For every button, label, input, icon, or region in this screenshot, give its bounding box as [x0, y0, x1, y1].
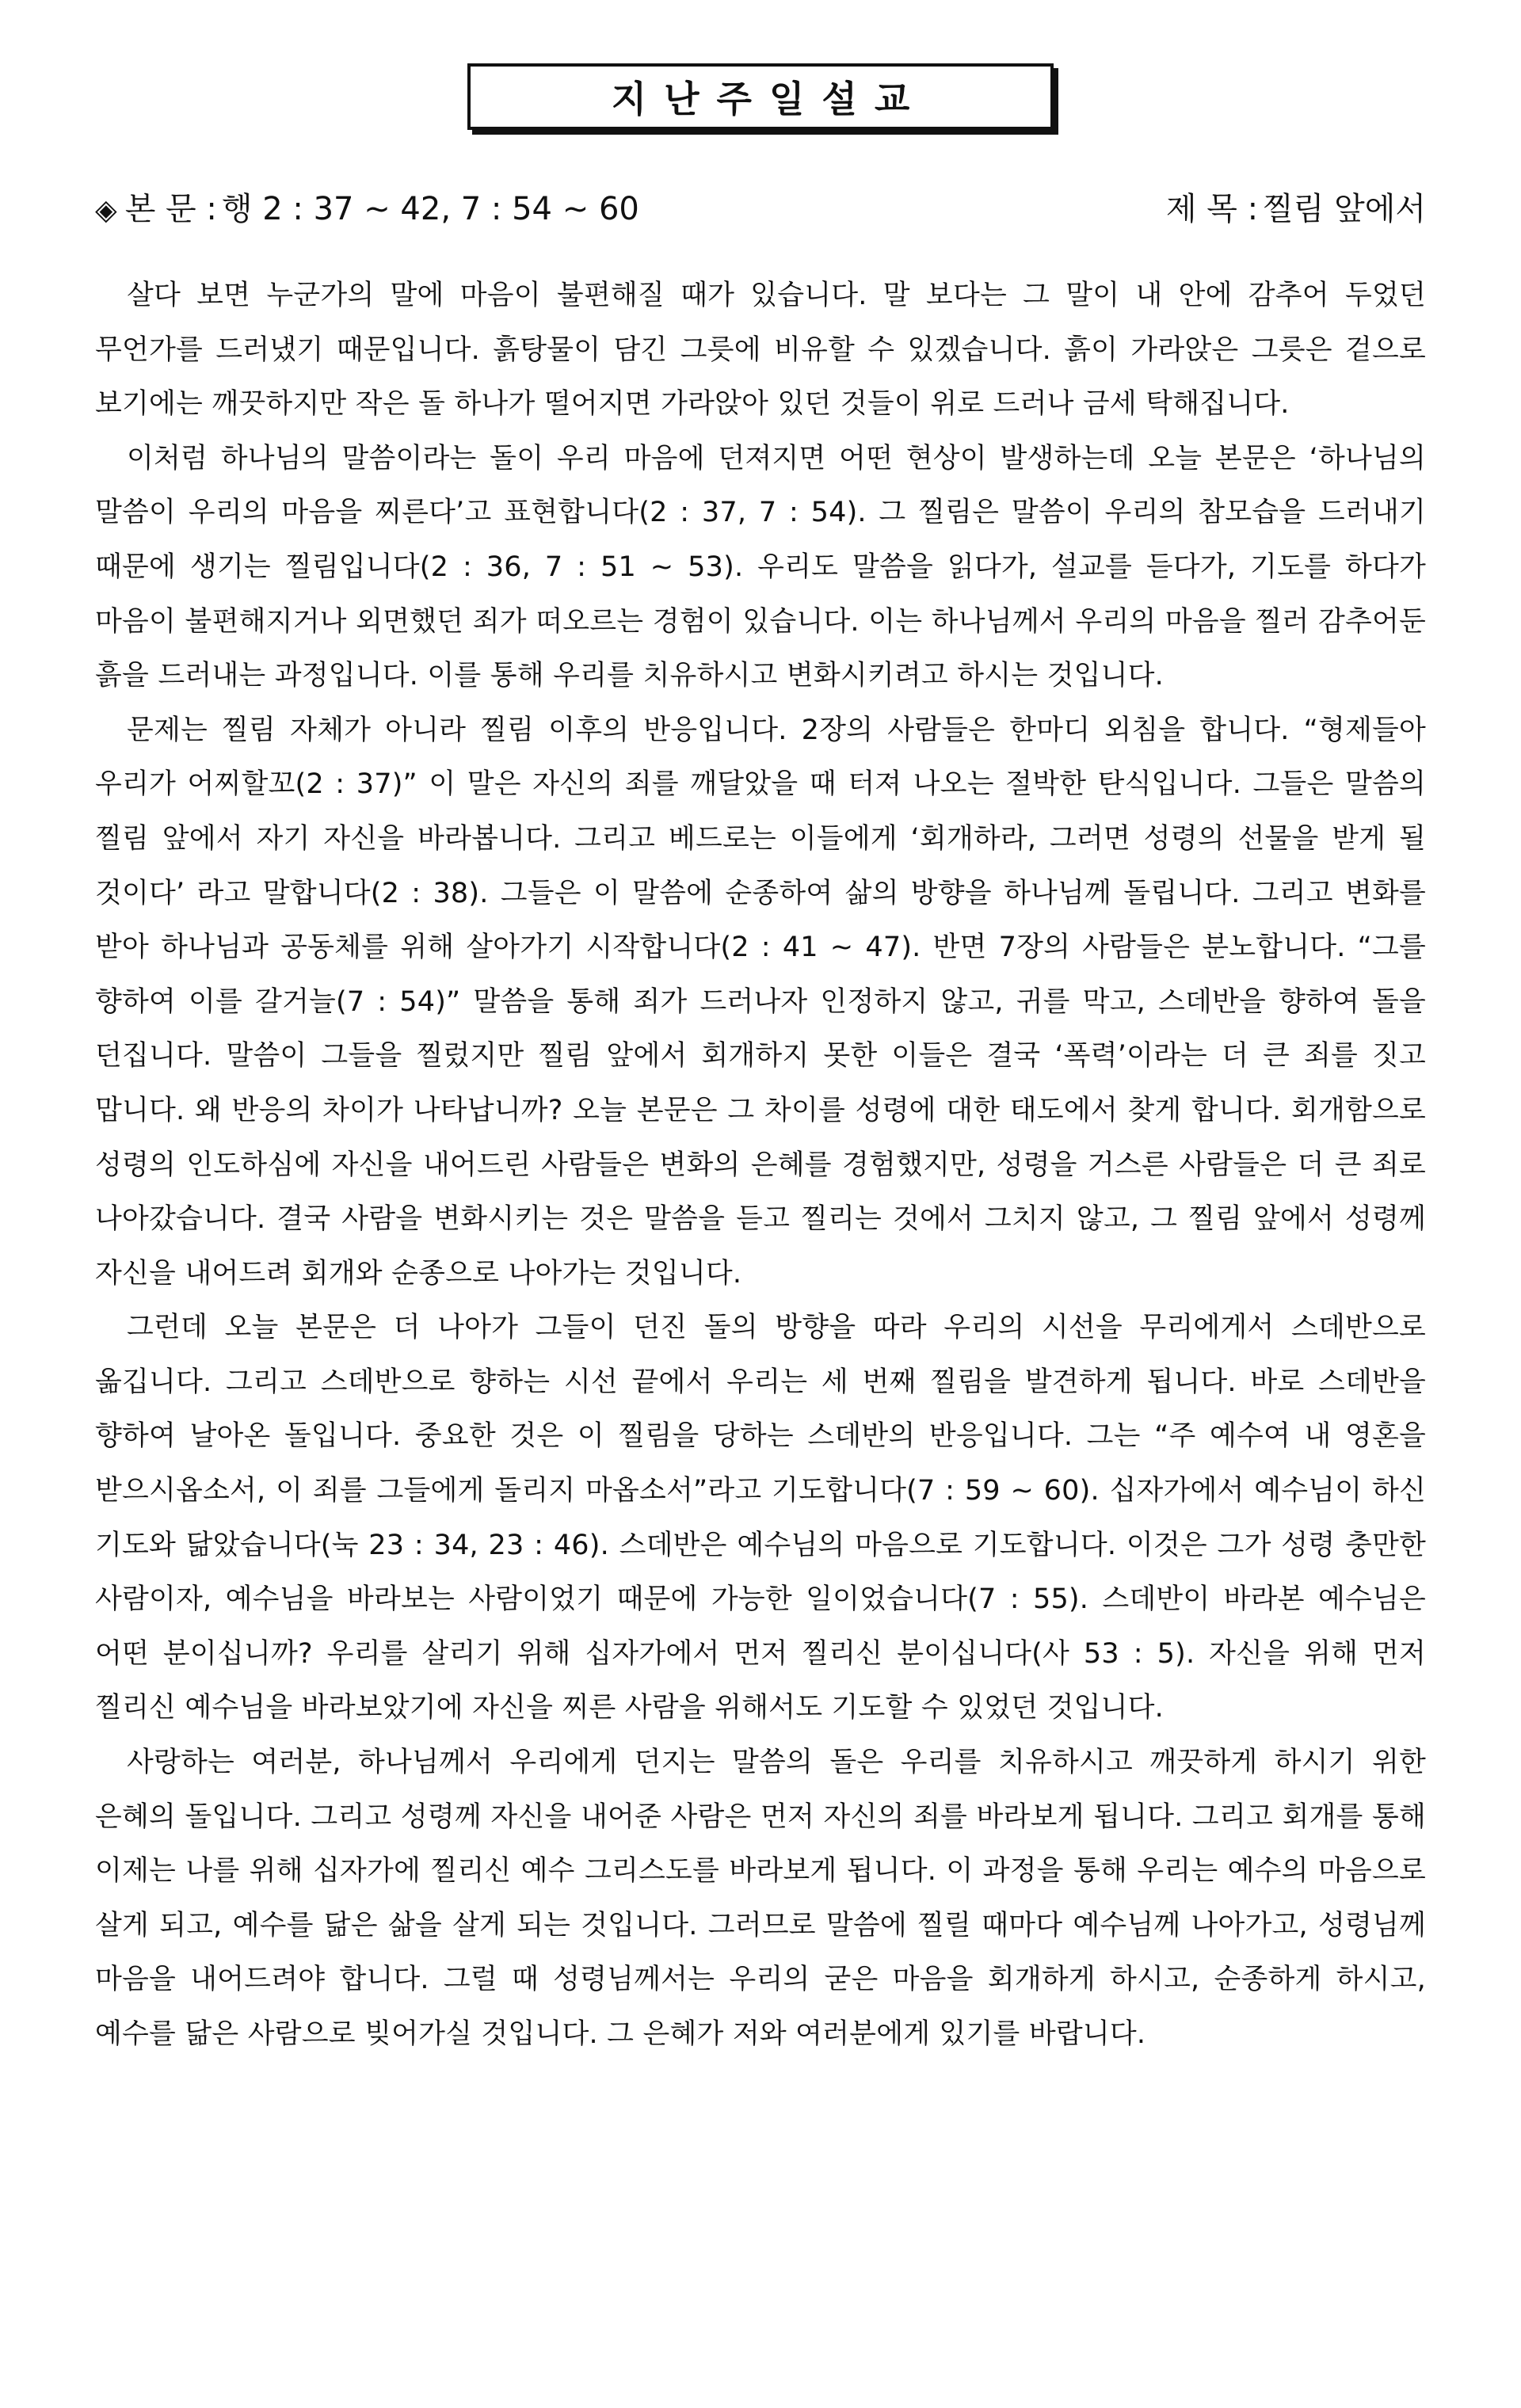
subject-label: 제 목 :	[1165, 191, 1259, 227]
scripture-label: 본 문 :	[124, 191, 217, 227]
scripture-value: 행 2 : 37 ~ 42, 7 : 54 ~ 60	[221, 191, 639, 227]
sermon-body	[95, 269, 1426, 2062]
sermon-paragraph-2: 이처럼 하나님의 말씀이라는 돌이 우리 마음에 던져지면 어떤 현상이 발생하는데 오늘 본문은 ‘하나님의 말씀이 우리의 마음을 찌른다’고 표현합니다(2 : 37, 7 : 54). 그 찔림은 말씀이 우리의 참모습을 드러내기 때문에 생기는 찔림입니다(2 : 36, 7 : 51 ~ 53). 우리도 말씀을 읽다가, 설교를 듣다가, 기도를 하다가 마음이 불편해지거나 외면했던 죄가 떠오르는 경험이 있습니다. 이는 하나님께서 우리의 마음을 찔러 감추어둔 흙을 드러내는 과정입니다. 이를 통해 우리를 치유하시고 변화시키려고 하시는 것입니다.	[95, 442, 1426, 692]
page-title: 지난주일설교	[611, 78, 928, 120]
sermon-paragraph-4: 그런데 오늘 본문은 더 나아가 그들이 던진 돌의 방향을 따라 우리의 시선을 무리에게서 스데반으로 옮깁니다. 그리고 스데반으로 향하는 시선 끝에서 우리는 세 번째 찔림을 발견하게 됩니다. 바로 스데반을 향하여 날아온 돌입니다. 중요한 것은 이 찔림을 당하는 스데반의 반응입니다. 그는 “주 예수여 내 영혼을 받으시옵소서, 이 죄를 그들에게 돌리지 마옵소서”라고 기도합니다(7 : 59 ~ 60). 십자가에서 예수님이 하신 기도와 닮았습니다(눅 23 : 34, 23 : 46). 스데반은 예수님의 마음으로 기도합니다. 이것은 그가 성령 충만한 사람이자, 예수님을 바라보는 사람이었기 때문에 가능한 일이었습니다(7 : 55). 스데반이 바라본 예수님은 어떤 분이십니까? 우리를 살리기 위해 십자가에서 먼저 찔리신 분이십니다(사 53 : 5). 자신을 위해 먼저 찔리신 예수님을 바라보았기에 자신을 찌른 사람을 위해서도 기도할 수 있었던 것입니다.	[95, 1312, 1426, 1724]
subject-value: 찔림 앞에서	[1263, 191, 1426, 227]
subject-info	[1166, 184, 1426, 229]
scripture-info	[95, 184, 639, 229]
sermon-page	[95, 63, 1426, 2062]
sermon-paragraph-1: 살다 보면 누군가의 말에 마음이 불편해질 때가 있습니다. 말 보다는 그 말이 내 안에 감추어 두었던 무언가를 드러냈기 때문입니다. 흙탕물이 담긴 그릇에 비유할 수 있겠습니다. 흙이 가라앉은 그릇은 겉으로 보기에는 깨끗하지만 작은 돌 하나가 떨어지면 가라앉아 있던 것들이 위로 드러나 금세 탁해집니다.	[95, 280, 1426, 421]
sermon-paragraph-5: 사랑하는 여러분, 하나님께서 우리에게 던지는 말씀의 돌은 우리를 치유하시고 깨끗하게 하시기 위한 은혜의 돌입니다. 그리고 성령께 자신을 내어준 사람은 먼저 자신의 죄를 바라보게 됩니다. 그리고 회개를 통해 이제는 나를 위해 십자가에 찔리신 예수 그리스도를 바라보게 됩니다. 이 과정을 통해 우리는 예수의 마음으로 살게 되고, 예수를 닮은 삶을 살게 되는 것입니다. 그러므로 말씀에 찔릴 때마다 예수님께 나아가고, 성령님께 마음을 내어드려야 합니다. 그럴 때 성령님께서는 우리의 굳은 마음을 회개하게 하시고, 순종하게 하시고, 예수를 닮은 사람으로 빚어가실 것입니다. 그 은혜가 저와 여러분에게 있기를 바랍니다.	[95, 1747, 1426, 2050]
sermon-paragraph-3: 문제는 찔림 자체가 아니라 찔림 이후의 반응입니다. 2장의 사람들은 한마디 외침을 합니다. “형제들아 우리가 어찌할꼬(2 : 37)” 이 말은 자신의 죄를 깨달았을 때 터져 나오는 절박한 탄식입니다. 그들은 말씀의 찔림 앞에서 자기 자신을 바라봅니다. 그리고 베드로는 이들에게 ‘회개하라, 그러면 성령의 선물을 받게 될 것이다’ 라고 말합니다(2 : 38). 그들은 이 말씀에 순종하여 삶의 방향을 하나님께 돌립니다. 그리고 변화를 받아 하나님과 공동체를 위해 살아가기 시작합니다(2 : 41 ~ 47). 반면 7장의 사람들은 분노합니다. “그를 향하여 이를 갈거늘(7 : 54)” 말씀을 통해 죄가 드러나자 인정하지 않고, 귀를 막고, 스데반을 향하여 돌을 던집니다. 말씀이 그들을 찔렀지만 찔림 앞에서 회개하지 못한 이들은 결국 ‘폭력’이라는 더 큰 죄를 짓고 맙니다. 왜 반응의 차이가 나타납니까? 오늘 본문은 그 차이를 성령에 대한 태도에서 찾게 합니다. 회개함으로 성령의 인도하심에 자신을 내어드린 사람들은 변화의 은혜를 경험했지만, 성령을 거스른 사람들은 더 큰 죄로 나아갔습니다. 결국 사람을 변화시키는 것은 말씀을 듣고 찔리는 것에서 그치지 않고, 그 찔림 앞에서 성령께 자신을 내어드려 회개와 순종으로 나아가는 것입니다.	[95, 714, 1426, 1290]
sermon-meta	[95, 184, 1426, 229]
title-box	[467, 63, 1054, 130]
diamond-bullet-icon: ◈	[95, 194, 117, 227]
